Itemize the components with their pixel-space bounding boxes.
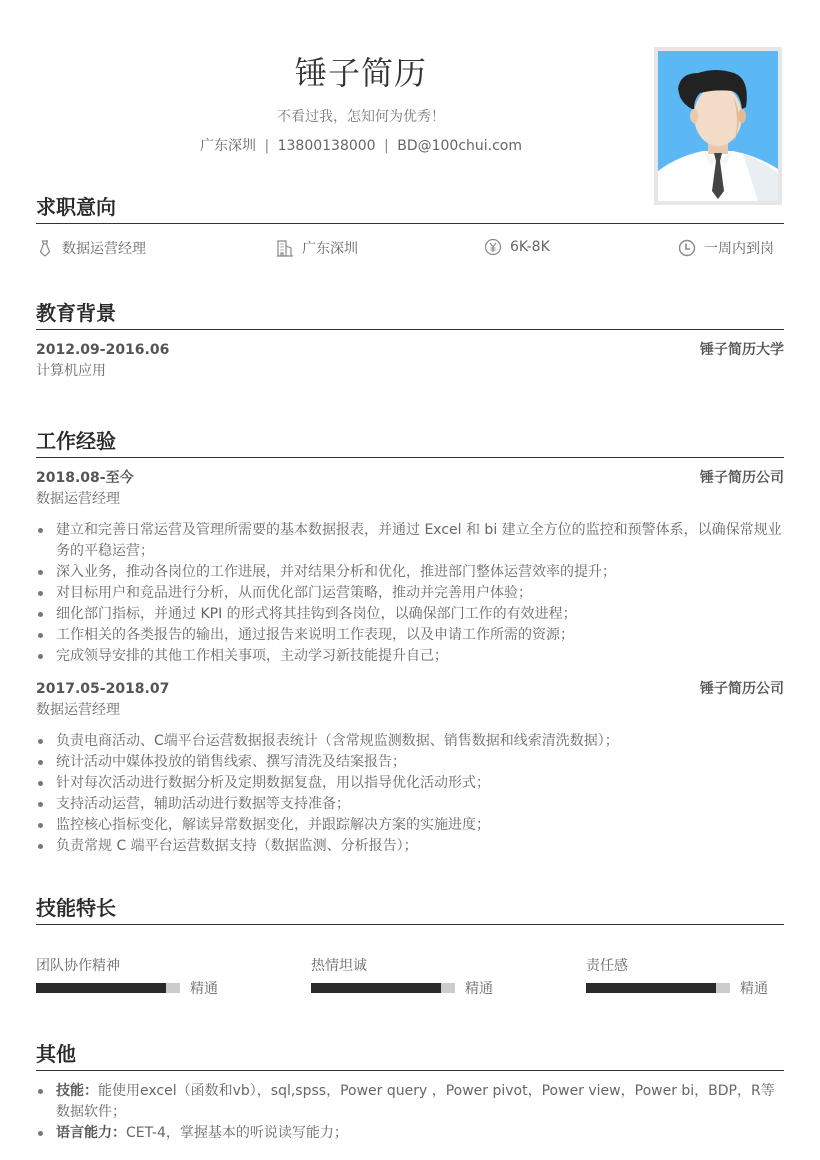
bullet-item: 负责常规 C 端平台运营数据支持（数据监测、分析报告）； xyxy=(36,836,784,857)
clock-icon xyxy=(678,239,696,257)
skill-bar-fill xyxy=(586,983,716,993)
skill-level: 精通 xyxy=(465,981,493,997)
yen-icon xyxy=(484,238,502,256)
resume-motto: 不看过我，怎知何为优秀！ xyxy=(277,109,445,125)
skill-level: 精通 xyxy=(740,981,768,997)
resume-header xyxy=(0,0,820,220)
other-bullets xyxy=(36,1081,784,1144)
work-entry xyxy=(36,467,784,667)
skill-name: 责任感 xyxy=(586,958,628,974)
contact-location: 广东深圳 xyxy=(199,138,256,154)
entry-head xyxy=(36,467,784,489)
skill-bar-row xyxy=(311,978,511,998)
section-education xyxy=(36,298,784,382)
contact-line xyxy=(150,135,572,155)
skill-bar xyxy=(586,983,730,993)
section-job-intent xyxy=(36,192,784,262)
bullet-item: 监控核心指标变化，解读异常数据变化，并跟踪解决方案的实施进度； xyxy=(36,815,784,836)
entry-head xyxy=(36,339,784,361)
section-other xyxy=(36,1039,784,1144)
skill-name: 团队协作精神 xyxy=(36,958,120,974)
bullet-item: 完成领导安排的其他工作相关事项，主动学习新技能提升自己； xyxy=(36,646,784,667)
skill-item xyxy=(36,955,236,998)
work-entry xyxy=(36,678,784,857)
skill-bar xyxy=(36,983,180,993)
entry-org: 锤子简历大学 xyxy=(700,342,784,358)
section-work xyxy=(36,426,784,857)
section-title: 技能特长 xyxy=(36,893,784,925)
intent-row xyxy=(36,232,784,262)
section-skills xyxy=(36,893,784,1015)
skill-bar-row xyxy=(586,978,786,998)
section-title: 其他 xyxy=(36,1039,784,1071)
entry-bullets xyxy=(36,731,784,857)
skill-item xyxy=(311,955,511,998)
section-title: 求职意向 xyxy=(36,192,784,224)
bullet-item: 建立和完善日常运营及管理所需要的基本数据报表，并通过 Excel 和 bi 建立全方位的监控和预警体系，以确保常规业务的平稳运营； xyxy=(36,520,784,562)
intent-location-text: 广东深圳 xyxy=(302,241,358,257)
other-item-text: CET-4，掌握基本的听说读写能力； xyxy=(126,1125,348,1141)
other-item-text: 能使用excel（函数和vb），sql,spss，Power query ，Power pivot，Power view，Power bi，BDP，R等数据软件； xyxy=(56,1083,775,1120)
section-title: 工作经验 xyxy=(36,426,784,458)
skill-bar-row xyxy=(36,978,236,998)
bullet-item: 细化部门指标，并通过 KPI 的形式将其挂钩到各岗位，以确保部门工作的有效进程； xyxy=(36,604,784,625)
contact-separator: | xyxy=(384,138,389,154)
other-item-label: 语言能力： xyxy=(56,1125,126,1141)
entry-org: 锤子简历公司 xyxy=(700,681,784,697)
skill-bar-fill xyxy=(311,983,441,993)
entry-bullets xyxy=(36,520,784,667)
bullet-item: 工作相关的各类报告的输出，通过报告来说明工作表现，以及申请工作所需的资源； xyxy=(36,625,784,646)
other-item xyxy=(36,1123,784,1144)
section-title: 教育背景 xyxy=(36,298,784,330)
resume-name: 锤子简历 xyxy=(294,54,427,92)
bullet-item: 深入业务，推动各岗位的工作进展，并对结果分析和优化，推进部门整体运营效率的提升； xyxy=(36,562,784,583)
bullet-item: 对目标用户和竞品进行分析，从而优化部门运营策略，推动并完善用户体验； xyxy=(36,583,784,604)
intent-location xyxy=(276,238,358,258)
avatar-photo xyxy=(654,47,782,205)
entry-date: 2018.08-至今 xyxy=(36,470,134,486)
bullet-item: 支持活动运营，辅助活动进行数据等支持准备； xyxy=(36,794,784,815)
intent-availability-text: 一周内到岗 xyxy=(704,241,774,257)
skill-item xyxy=(586,955,786,998)
intent-position-text: 数据运营经理 xyxy=(62,241,146,257)
other-item-label: 技能： xyxy=(56,1083,98,1099)
entry-major: 计算机应用 xyxy=(36,363,106,379)
skills-row xyxy=(36,955,784,1015)
contact-email: BD@100chui.com xyxy=(397,138,523,154)
entry-date: 2017.05-2018.07 xyxy=(36,681,170,697)
bullet-item: 统计活动中媒体投放的销售线索、撰写清洗及结案报告； xyxy=(36,752,784,773)
avatar-illustration-icon xyxy=(658,51,778,201)
entry-role: 数据运营经理 xyxy=(36,702,120,718)
skill-level: 精通 xyxy=(190,981,218,997)
entry-org: 锤子简历公司 xyxy=(700,470,784,486)
skill-bar xyxy=(311,983,455,993)
other-item xyxy=(36,1081,784,1123)
contact-phone: 13800138000 xyxy=(277,138,376,154)
intent-position xyxy=(36,238,146,258)
tie-icon xyxy=(36,239,54,257)
bullet-item: 针对每次活动进行数据分析及定期数据复盘，用以指导优化活动形式； xyxy=(36,773,784,794)
entry-head xyxy=(36,678,784,700)
skill-bar-fill xyxy=(36,983,166,993)
intent-availability xyxy=(678,238,774,258)
bullet-item: 负责电商活动、C端平台运营数据报表统计（含常规监测数据、销售数据和线索清洗数据）； xyxy=(36,731,784,752)
building-icon xyxy=(276,239,294,257)
entry-role: 数据运营经理 xyxy=(36,491,120,507)
entry-date: 2012.09-2016.06 xyxy=(36,342,170,358)
intent-salary xyxy=(484,238,550,256)
intent-salary-text: 6K-8K xyxy=(510,239,550,255)
skill-name: 热情坦诚 xyxy=(311,958,367,974)
education-entry xyxy=(36,339,784,382)
contact-separator: | xyxy=(264,138,270,154)
